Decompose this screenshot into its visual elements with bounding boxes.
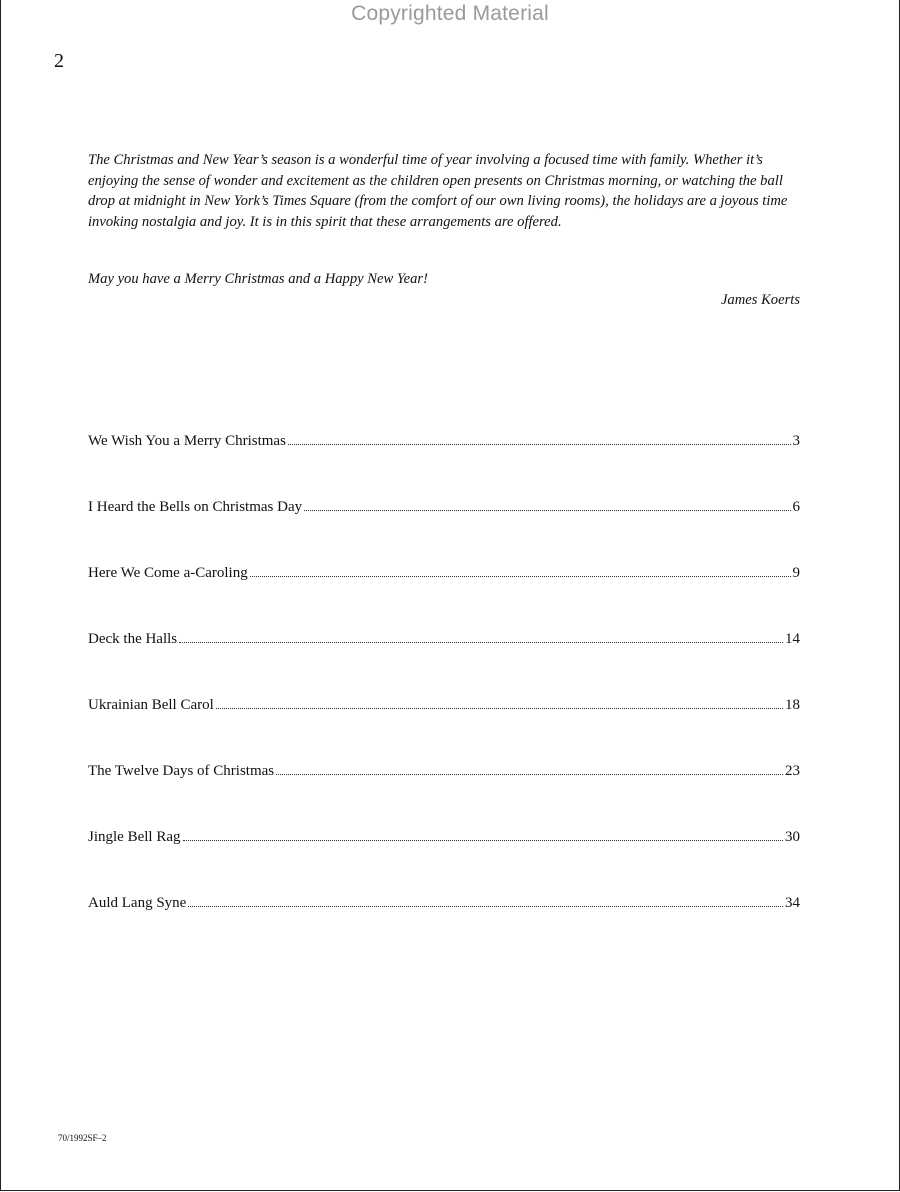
toc-title: Ukrainian Bell Carol: [88, 697, 214, 713]
toc-page-number: 23: [785, 763, 800, 779]
toc-leader-dots: [179, 642, 783, 643]
toc-leader-dots: [276, 774, 783, 775]
toc-page-number: 30: [785, 829, 800, 845]
toc-title: Deck the Halls: [88, 631, 178, 647]
toc-title: Here We Come a-Caroling: [88, 565, 248, 581]
toc-entry[interactable]: [88, 433, 800, 499]
toc-leader-dots: [288, 444, 791, 445]
table-of-contents: [88, 433, 800, 961]
toc-leader-dots: [304, 510, 790, 511]
toc-page-number: 6: [792, 499, 800, 515]
page-number: 2: [54, 50, 64, 72]
toc-page-number: 34: [785, 895, 800, 911]
intro-paragraph: The Christmas and New Year’s season is a wonderful time of year involving a focused time with family. Whether it’s enjoying the sense of wonder and excitement as the children open presents on Christmas morning, or watching the ball drop at midnight in New York’s Times Square (from the comfort of our own living rooms), the holidays are a joyous time invoking nostalgia and joy. It is in this spirit that these arrangements are offered.: [88, 152, 788, 230]
toc-entry[interactable]: [88, 565, 800, 631]
toc-title: We Wish You a Merry Christmas: [88, 433, 286, 449]
author-signature: James Koerts: [720, 292, 800, 308]
toc-title: The Twelve Days of Christmas: [88, 763, 275, 779]
toc-title: Auld Lang Syne: [88, 895, 187, 911]
toc-page-number: 14: [785, 631, 800, 647]
toc-leader-dots: [183, 840, 784, 841]
toc-title: Jingle Bell Rag: [88, 829, 181, 845]
toc-entry[interactable]: [88, 763, 800, 829]
toc-leader-dots: [216, 708, 783, 709]
greeting: May you have a Merry Christmas and a Happy New Year!: [88, 271, 428, 287]
toc-entry[interactable]: [88, 631, 800, 697]
toc-entry[interactable]: [88, 499, 800, 565]
toc-page-number: 18: [785, 697, 800, 713]
toc-page-number: 3: [792, 433, 800, 449]
catalog-number: 70/1992SF–2: [58, 1133, 107, 1143]
toc-page-number: 9: [792, 565, 800, 581]
toc-title: I Heard the Bells on Christmas Day: [88, 499, 303, 515]
toc-leader-dots: [250, 576, 791, 577]
toc-entry[interactable]: [88, 829, 800, 895]
toc-entry[interactable]: [88, 895, 800, 961]
toc-entry[interactable]: [88, 697, 800, 763]
copyright-watermark: Copyrighted Material: [351, 2, 549, 25]
toc-leader-dots: [188, 906, 783, 907]
